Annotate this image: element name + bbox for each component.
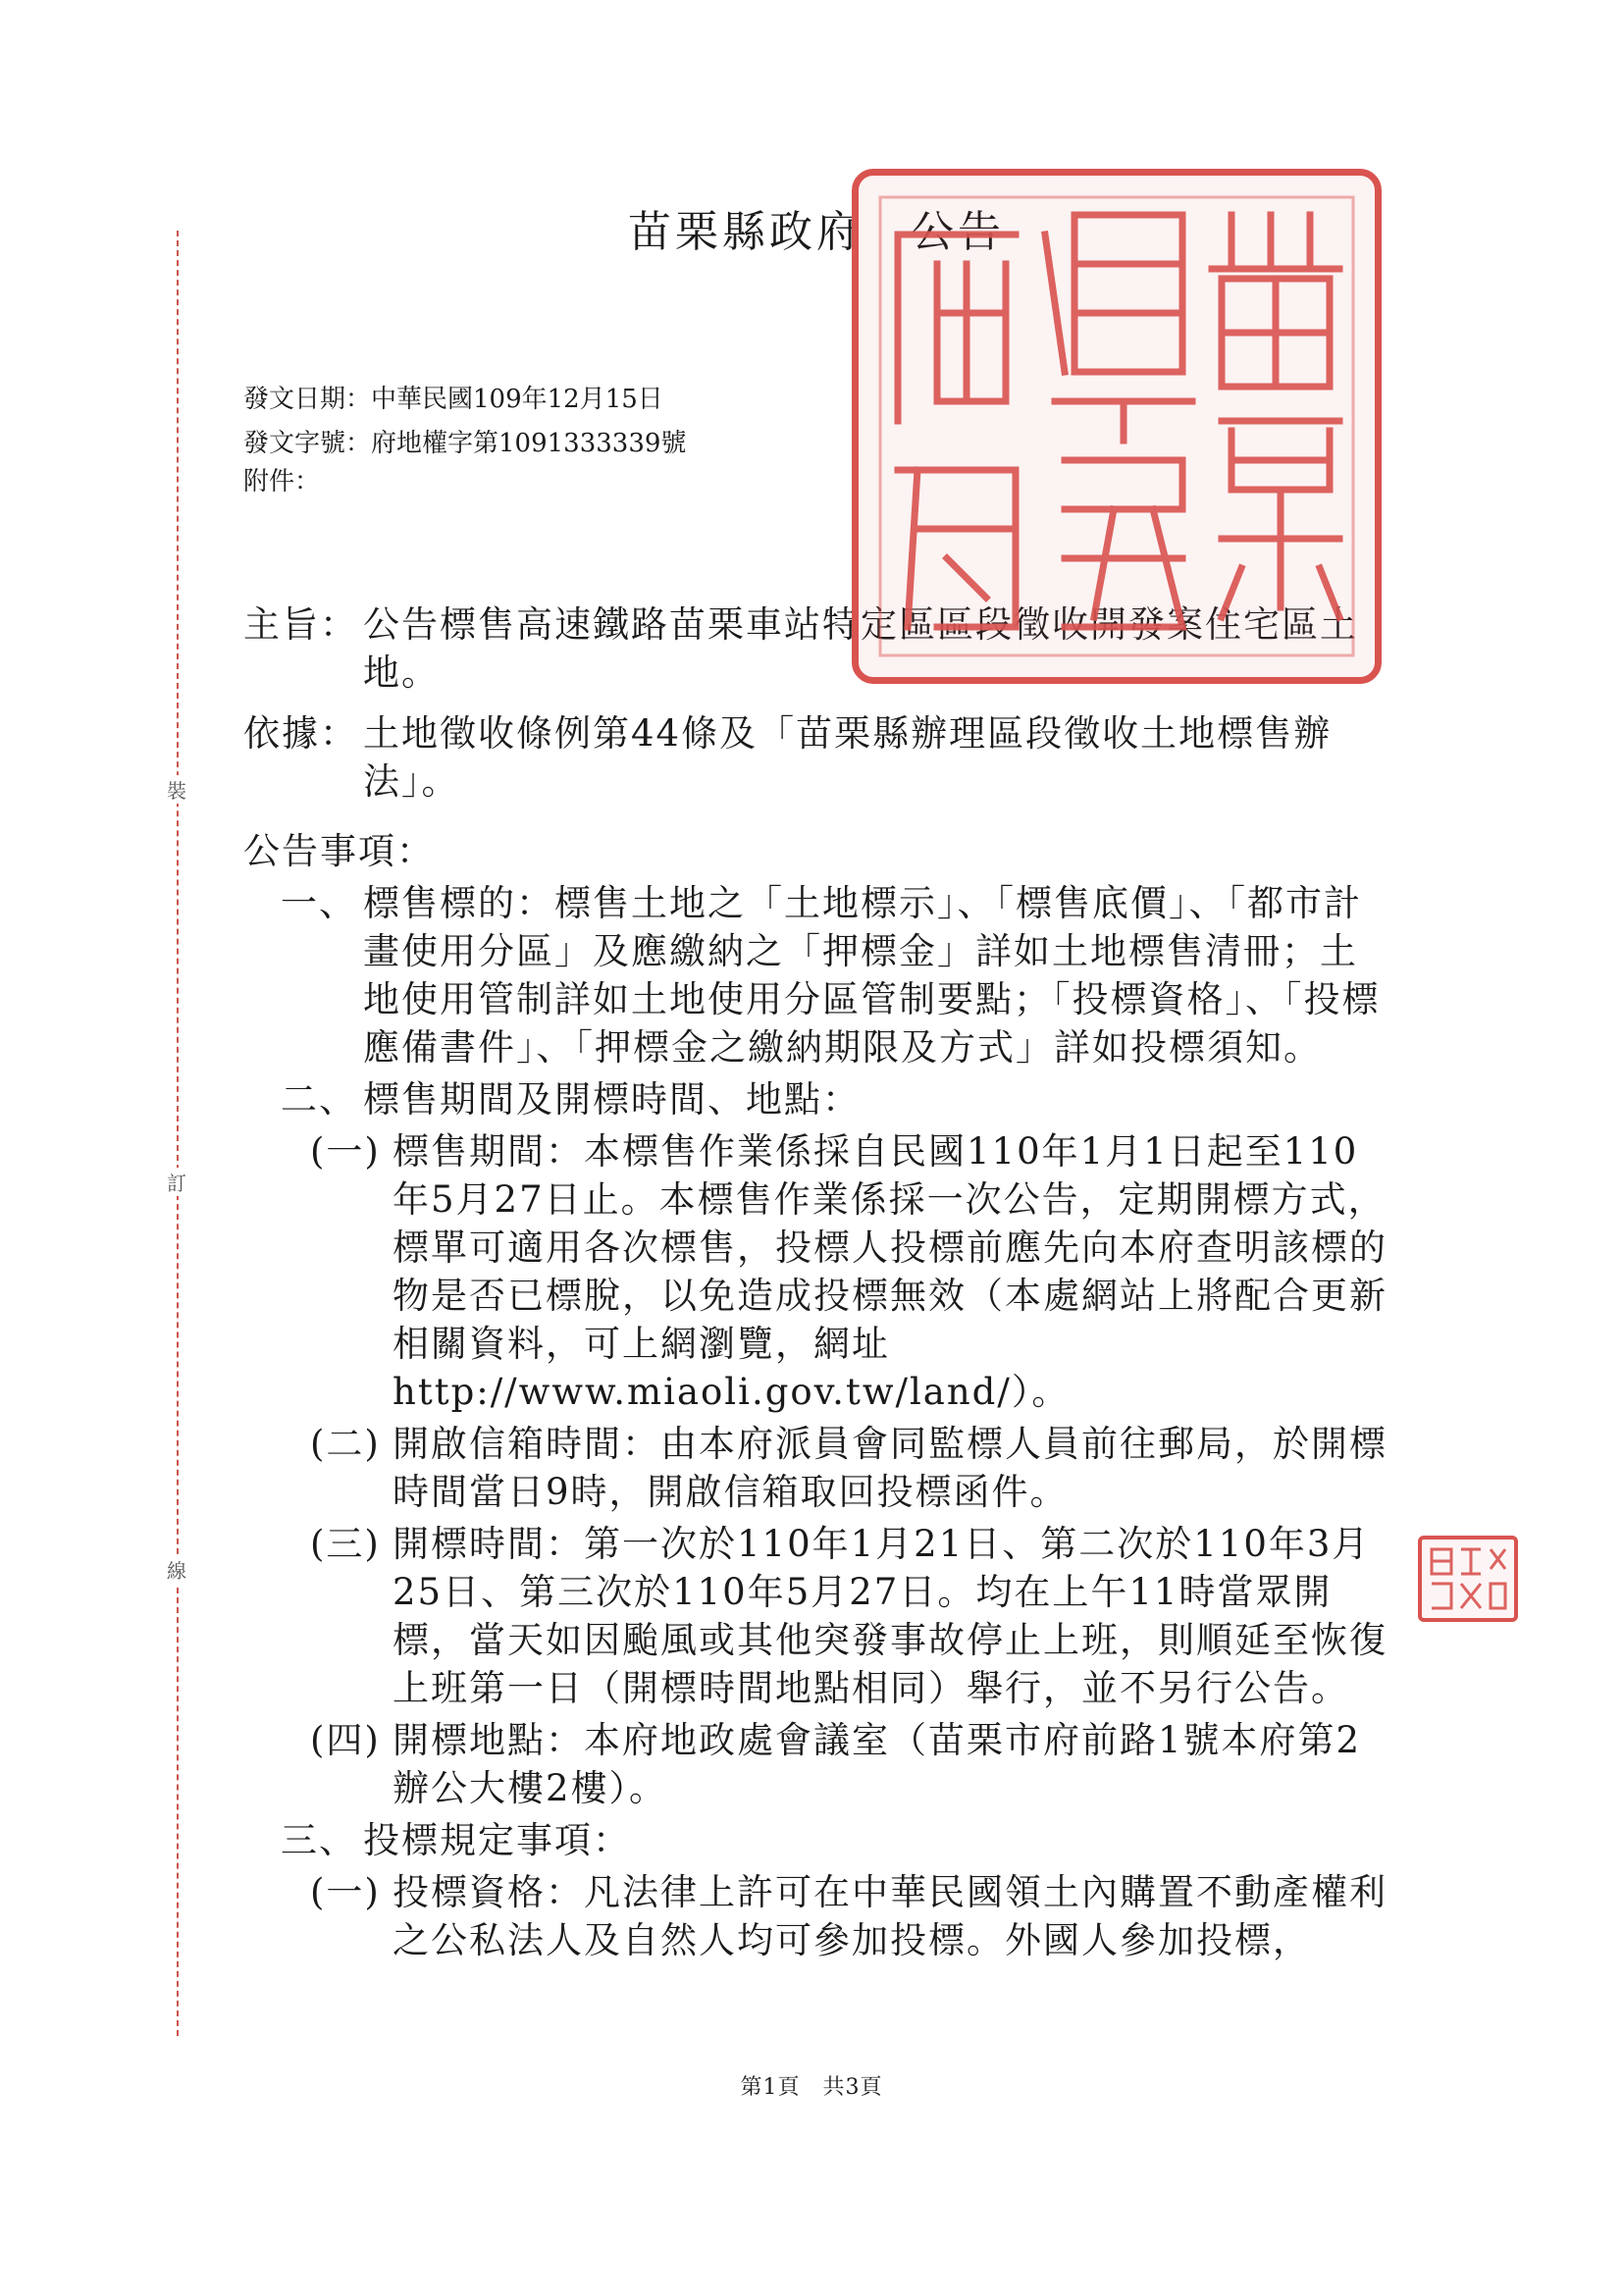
sub-item-number: (三) bbox=[310, 1523, 381, 1565]
page-number-footer: 第1頁 共3頁 bbox=[740, 2075, 883, 2100]
official-seal-glyphs bbox=[859, 176, 1375, 677]
notice-item-2-2 bbox=[243, 1420, 1391, 1516]
basis-paragraph bbox=[243, 709, 1391, 806]
item-text: 標售標的：標售土地之「土地標示」、「標售底價」、「都市計畫使用分區」及應繳納之「押標金」詳如土地標售清冊；土地使用管制詳如土地使用分區管制要點；「投標資格」、「投標應備書件」、「押標金之繳納期限及方式」詳如投標須知。 bbox=[363, 882, 1381, 1069]
notice-item-2-1 bbox=[243, 1127, 1391, 1416]
issue-date: 發文日期：中華民國109年12月15日 bbox=[243, 385, 663, 414]
notice-item-3 bbox=[243, 1816, 1391, 1864]
sub-item-number: (四) bbox=[310, 1719, 381, 1761]
sub-item-text: 開標地點：本府地政處會議室（苗栗市府前路1號本府第2辦公大樓2樓）。 bbox=[393, 1719, 1362, 1809]
item-text: 投標規定事項： bbox=[363, 1819, 631, 1861]
item-number: 一、 bbox=[281, 882, 357, 924]
document-meta bbox=[243, 378, 686, 497]
margin-mark-xian: 線 bbox=[157, 1555, 196, 1584]
reference-number: 發文字號：府地權字第1091333339號 bbox=[243, 429, 687, 458]
margin-mark-ding: 訂 bbox=[157, 1168, 196, 1196]
sub-item-text: 標售期間：本標售作業係採自民國110年1月1日起至110年5月27日止。本標售作業係採一次公告，定期開標方式，標單可適用各次標售，投標人投標前應先向本府查明該標的物是否已標脫，以免造成投標無效（本處網站上將配合更新相關資料，可上網瀏覽，網址 http://www.miaoli.gov.tw/land/）。 bbox=[393, 1130, 1387, 1413]
item-text: 標售期間及開標時間、地點： bbox=[363, 1078, 861, 1121]
sub-item-number: (二) bbox=[310, 1423, 381, 1465]
sub-item-text: 開標時間：第一次於110年1月21日、第二次於110年3月25日、第三次於110年5月27日。均在上午11時當眾開標，當天如因颱風或其他突發事故停止上班，則順延至恢復上班第一日（開標時間地點相同）舉行，並不另行公告。 bbox=[393, 1523, 1387, 1709]
sub-item-text: 開啟信箱時間：由本府派員會同監標人員前往郵局，於開標時間當日9時，開啟信箱取回投標函件。 bbox=[393, 1423, 1387, 1513]
document-body bbox=[243, 600, 1391, 1968]
official-seal bbox=[852, 169, 1382, 684]
notice-item-3-1 bbox=[243, 1868, 1391, 1964]
subject-text: 公告標售高速鐵路苗栗車站特定區區段徵收開發案住宅區土地。 bbox=[363, 603, 1358, 694]
notice-item-2-4 bbox=[243, 1716, 1391, 1812]
small-seal-glyphs bbox=[1422, 1539, 1514, 1618]
notice-item-1 bbox=[243, 879, 1391, 1071]
basis-text: 土地徵收條例第44條及「苗栗縣辦理區段徵收土地標售辦法」。 bbox=[363, 712, 1333, 803]
notice-item-2 bbox=[243, 1075, 1391, 1123]
sub-item-number: (一) bbox=[310, 1130, 381, 1173]
notice-heading: 公告事項： bbox=[243, 830, 435, 872]
sub-item-number: (一) bbox=[310, 1871, 381, 1913]
sub-item-text: 投標資格：凡法律上許可在中華民國領土內購置不動產權利之公私法人及自然人均可參加投標。外國人參加投標， bbox=[393, 1871, 1387, 1961]
item-number: 二、 bbox=[281, 1078, 357, 1121]
notice-item-2-3 bbox=[243, 1520, 1391, 1712]
binding-margin-line bbox=[177, 231, 179, 2036]
basis-label: 依據： bbox=[243, 712, 358, 755]
small-seal bbox=[1418, 1536, 1518, 1622]
item-number: 三、 bbox=[281, 1819, 357, 1861]
subject-label: 主旨： bbox=[243, 603, 358, 646]
document-title: 苗栗縣政府 公告 bbox=[628, 207, 1005, 257]
attachment-label: 附件： bbox=[243, 467, 321, 496]
margin-mark-zhuang: 裝 bbox=[157, 775, 196, 804]
